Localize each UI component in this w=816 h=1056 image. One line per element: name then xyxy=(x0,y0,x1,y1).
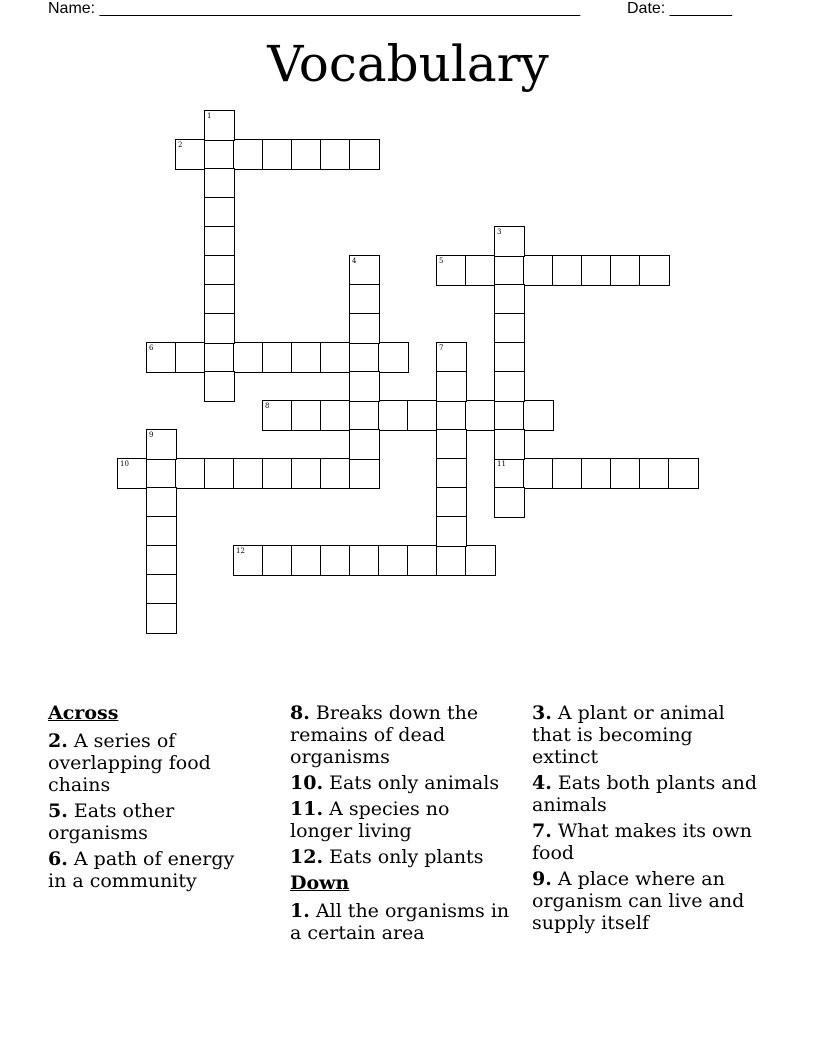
clue-number-label: 11 xyxy=(497,460,506,468)
crossword-cell[interactable] xyxy=(349,284,380,315)
crossword-cell[interactable] xyxy=(436,400,467,431)
crossword-cell[interactable] xyxy=(436,371,467,402)
across-heading: Across xyxy=(48,702,119,724)
clue-text: Eats other organisms xyxy=(48,800,175,844)
clue-number-label: 7 xyxy=(439,344,444,352)
crossword-cell[interactable] xyxy=(349,458,380,489)
crossword-cell[interactable] xyxy=(378,342,409,373)
crossword-cell[interactable] xyxy=(523,400,554,431)
clue-text: A plant or animal that is becoming extinct xyxy=(532,702,725,768)
crossword-cell[interactable] xyxy=(204,284,235,315)
crossword-cell[interactable] xyxy=(320,400,351,431)
clue-down-1 xyxy=(290,900,515,944)
clue-number: 1. xyxy=(290,900,310,922)
crossword-cell[interactable] xyxy=(465,255,496,286)
clue-number-label: 9 xyxy=(149,431,154,439)
crossword-cell[interactable] xyxy=(639,458,670,489)
crossword-cell[interactable] xyxy=(175,139,206,170)
crossword-cell[interactable] xyxy=(668,458,699,489)
crossword-cell[interactable] xyxy=(204,197,235,228)
clue-number-label: 2 xyxy=(178,141,183,149)
crossword-cell[interactable] xyxy=(639,255,670,286)
crossword-cell[interactable] xyxy=(291,458,322,489)
clue-down-3 xyxy=(532,702,762,768)
down-heading: Down xyxy=(290,872,350,894)
clue-down-4 xyxy=(532,772,762,816)
crossword-cell[interactable] xyxy=(610,458,641,489)
clue-number: 8. xyxy=(290,702,310,724)
clue-down-7 xyxy=(532,820,762,864)
crossword-cell[interactable] xyxy=(407,545,438,576)
crossword-cell[interactable] xyxy=(204,168,235,199)
clue-number: 4. xyxy=(532,772,552,794)
crossword-cell[interactable] xyxy=(146,574,177,605)
clue-across-2 xyxy=(48,730,248,796)
clue-text: All the organisms in a certain area xyxy=(290,900,510,944)
page-title: Vocabulary xyxy=(267,35,549,93)
clue-number: 10. xyxy=(290,772,324,794)
clue-text: What makes its own food xyxy=(532,820,752,864)
crossword-cell[interactable] xyxy=(552,458,583,489)
clue-number-label: 5 xyxy=(439,257,444,265)
crossword-cell[interactable] xyxy=(146,603,177,634)
crossword-cell[interactable] xyxy=(320,458,351,489)
crossword-cell[interactable] xyxy=(436,458,467,489)
date-field-label: Date: _______ xyxy=(627,0,732,17)
crossword-cell[interactable] xyxy=(291,545,322,576)
crossword-cell[interactable] xyxy=(204,139,235,170)
clue-number: 2. xyxy=(48,730,68,752)
clue-across-12 xyxy=(290,846,515,868)
crossword-cell[interactable] xyxy=(262,400,293,431)
clue-number-label: 4 xyxy=(352,257,357,265)
clue-across-8 xyxy=(290,702,515,768)
clue-text: Eats both plants and animals xyxy=(532,772,757,816)
clue-number-label: 12 xyxy=(236,547,245,555)
clue-text: A series of overlapping food chains xyxy=(48,730,211,796)
clue-number-label: 6 xyxy=(149,344,154,352)
crossword-cell[interactable] xyxy=(436,342,467,373)
clue-across-5 xyxy=(48,800,248,844)
clue-number-label: 3 xyxy=(497,228,502,236)
crossword-cell[interactable] xyxy=(523,255,554,286)
crossword-cell[interactable] xyxy=(320,545,351,576)
clue-number: 9. xyxy=(532,868,552,890)
crossword-cell[interactable] xyxy=(349,342,380,373)
clue-text: Breaks down the remains of dead organisms xyxy=(290,702,479,768)
crossword-cell[interactable] xyxy=(581,255,612,286)
crossword-cell[interactable] xyxy=(494,313,525,344)
crossword-cell[interactable] xyxy=(436,487,467,518)
crossword-cell[interactable] xyxy=(349,429,380,460)
crossword-cell[interactable] xyxy=(349,255,380,286)
crossword-cell[interactable] xyxy=(204,226,235,257)
crossword-cell[interactable] xyxy=(291,400,322,431)
clue-text: Eats only plants xyxy=(329,846,484,868)
crossword-cell[interactable] xyxy=(407,400,438,431)
crossword-cell[interactable] xyxy=(233,342,264,373)
crossword-cell[interactable] xyxy=(552,255,583,286)
crossword-cell[interactable] xyxy=(523,458,554,489)
clue-across-6 xyxy=(48,848,248,892)
crossword-cell[interactable] xyxy=(117,458,148,489)
crossword-cell[interactable] xyxy=(146,545,177,576)
crossword-cell[interactable] xyxy=(262,139,293,170)
crossword-cell[interactable] xyxy=(204,313,235,344)
crossword-cell[interactable] xyxy=(262,458,293,489)
clue-number: 12. xyxy=(290,846,324,868)
clue-text: A place where an organism can live and supply itself xyxy=(532,868,745,934)
crossword-cell[interactable] xyxy=(378,545,409,576)
crossword-cell[interactable] xyxy=(465,545,496,576)
crossword-cell[interactable] xyxy=(436,255,467,286)
crossword-cell[interactable] xyxy=(494,371,525,402)
name-field-label: Name: ______________________________________________________ xyxy=(48,0,581,17)
crossword-cell[interactable] xyxy=(349,139,380,170)
clue-text: Eats only animals xyxy=(329,772,500,794)
clue-number-label: 10 xyxy=(120,460,129,468)
crossword-cell[interactable] xyxy=(581,458,612,489)
clue-number: 6. xyxy=(48,848,68,870)
clue-column-2 xyxy=(290,702,515,948)
clue-number-label: 1 xyxy=(207,112,212,120)
clue-column-3 xyxy=(532,702,762,938)
crossword-cell[interactable] xyxy=(494,429,525,460)
clue-text: A path of energy in a community xyxy=(48,848,235,892)
clue-column-1 xyxy=(48,702,248,896)
crossword-cell[interactable] xyxy=(349,545,380,576)
crossword-cell[interactable] xyxy=(204,255,235,286)
crossword-cell[interactable] xyxy=(349,313,380,344)
crossword-cell[interactable] xyxy=(204,371,235,402)
clue-across-11 xyxy=(290,798,515,842)
crossword-cell[interactable] xyxy=(494,342,525,373)
crossword-cell[interactable] xyxy=(146,458,177,489)
crossword-cell[interactable] xyxy=(146,516,177,547)
clue-number: 5. xyxy=(48,800,68,822)
crossword-cell[interactable] xyxy=(204,458,235,489)
crossword-cell[interactable] xyxy=(320,342,351,373)
crossword-cell[interactable] xyxy=(494,255,525,286)
crossword-cell[interactable] xyxy=(494,400,525,431)
crossword-cell[interactable] xyxy=(349,400,380,431)
crossword-cell[interactable] xyxy=(146,487,177,518)
crossword-cell[interactable] xyxy=(494,458,525,489)
crossword-cell[interactable] xyxy=(494,487,525,518)
crossword-cell[interactable] xyxy=(262,342,293,373)
crossword-cell[interactable] xyxy=(436,429,467,460)
crossword-cell[interactable] xyxy=(233,458,264,489)
crossword-cell[interactable] xyxy=(233,139,264,170)
crossword-cell[interactable] xyxy=(436,516,467,547)
crossword-cell[interactable] xyxy=(175,458,206,489)
clue-number-label: 8 xyxy=(265,402,270,410)
crossword-cell[interactable] xyxy=(204,342,235,373)
clue-down-9 xyxy=(532,868,762,934)
crossword-cell[interactable] xyxy=(291,139,322,170)
clue-across-10 xyxy=(290,772,515,794)
crossword-cell[interactable] xyxy=(175,342,206,373)
clue-text: A species no longer living xyxy=(290,798,450,842)
crossword-cell[interactable] xyxy=(146,342,177,373)
crossword-cell[interactable] xyxy=(291,342,322,373)
crossword-cell[interactable] xyxy=(378,400,409,431)
clue-number: 11. xyxy=(290,798,324,820)
crossword-cell[interactable] xyxy=(610,255,641,286)
crossword-cell[interactable] xyxy=(204,110,235,141)
crossword-cell[interactable] xyxy=(494,284,525,315)
crossword-cell[interactable] xyxy=(436,545,467,576)
clue-number: 7. xyxy=(532,820,552,842)
clue-number: 3. xyxy=(532,702,552,724)
crossword-cell[interactable] xyxy=(465,400,496,431)
crossword-cell[interactable] xyxy=(262,545,293,576)
crossword-cell[interactable] xyxy=(146,429,177,460)
crossword-cell[interactable] xyxy=(320,139,351,170)
crossword-cell[interactable] xyxy=(494,226,525,257)
crossword-cell[interactable] xyxy=(233,545,264,576)
crossword-cell[interactable] xyxy=(349,371,380,402)
